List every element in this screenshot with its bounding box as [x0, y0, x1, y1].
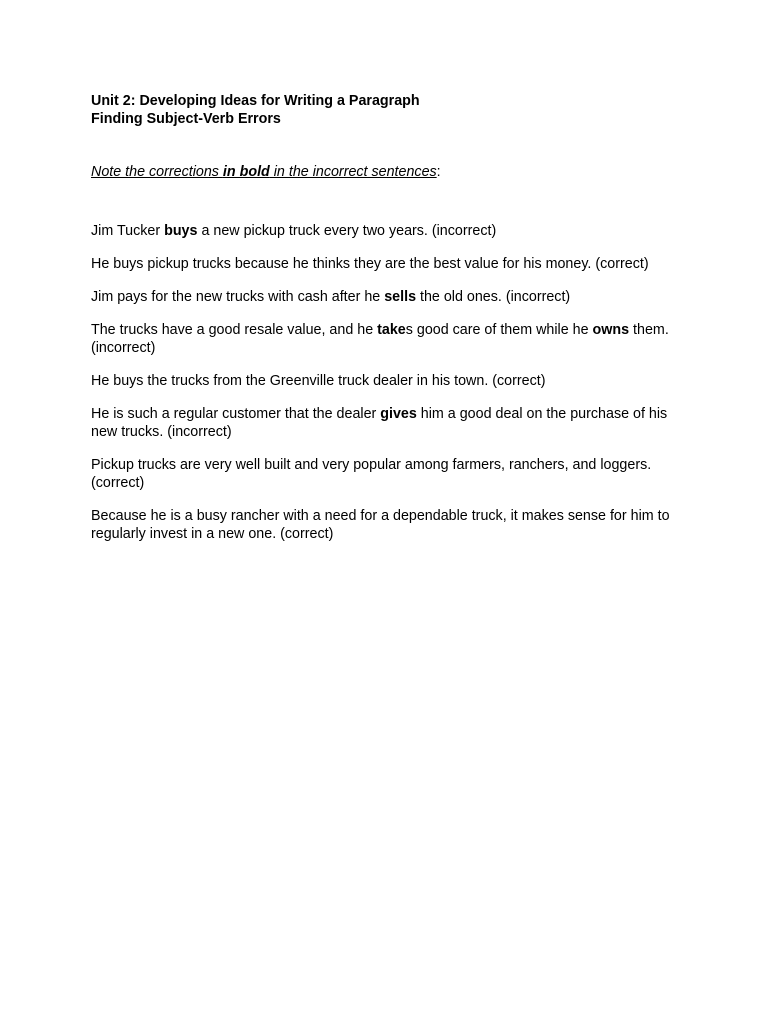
sentence-item: [91, 288, 691, 306]
sentence-text: him a good deal on the purchase of his new trucks. (incorrect): [91, 406, 668, 440]
sentence-text: the old ones. (incorrect): [416, 289, 571, 305]
sentence-correction-bold: sells: [384, 289, 417, 305]
sentence-list: [91, 222, 691, 543]
instruction-note: [91, 163, 691, 181]
sentence-text: He is such a regular customer that the dealer: [91, 406, 381, 422]
sentence-correction-bold: gives: [380, 406, 417, 422]
document-page: [91, 92, 691, 558]
document-title: [91, 92, 691, 128]
sentence-correction-bold: owns: [592, 322, 630, 338]
sentence-correction-bold: buys: [164, 223, 198, 239]
instruction-note-underlined: [91, 164, 437, 180]
title-line-topic: Finding Subject-Verb Errors: [91, 111, 281, 127]
sentence-item: [91, 456, 691, 492]
sentence-text: a new pickup truck every two years. (incorrect): [197, 223, 497, 239]
sentence-correction-bold: take: [377, 322, 406, 338]
sentence-item: [91, 255, 691, 273]
sentence-text: Jim pays for the new trucks with cash after he: [91, 289, 385, 305]
note-text-before: Note the corrections: [91, 164, 223, 180]
sentence-item: [91, 321, 691, 357]
sentence-text: s good care of them while he: [405, 322, 593, 338]
sentence-text: The trucks have a good resale value, and he: [91, 322, 378, 338]
note-text-after: in the incorrect sentences: [269, 164, 437, 180]
sentence-text: Pickup trucks are very well built and very popular among farmers, ranchers, and loggers. (correct): [91, 457, 652, 491]
note-colon: :: [436, 164, 441, 180]
sentence-text: them. (incorrect): [91, 322, 669, 356]
note-text-bold: in bold: [222, 164, 270, 180]
sentence-text: He buys pickup trucks because he thinks they are the best value for his money. (correct): [91, 256, 649, 272]
sentence-item: [91, 222, 691, 240]
sentence-item: [91, 405, 691, 441]
sentence-text: Jim Tucker: [91, 223, 165, 239]
sentence-text: Because he is a busy rancher with a need for a dependable truck, it makes sense for him to regularly invest in a new one. (correct): [91, 508, 670, 542]
sentence-item: [91, 372, 691, 390]
sentence-text: He buys the trucks from the Greenville truck dealer in his town. (correct): [91, 373, 546, 389]
title-line-unit: Unit 2: Developing Ideas for Writing a Paragraph: [91, 93, 420, 109]
sentence-item: [91, 507, 691, 543]
